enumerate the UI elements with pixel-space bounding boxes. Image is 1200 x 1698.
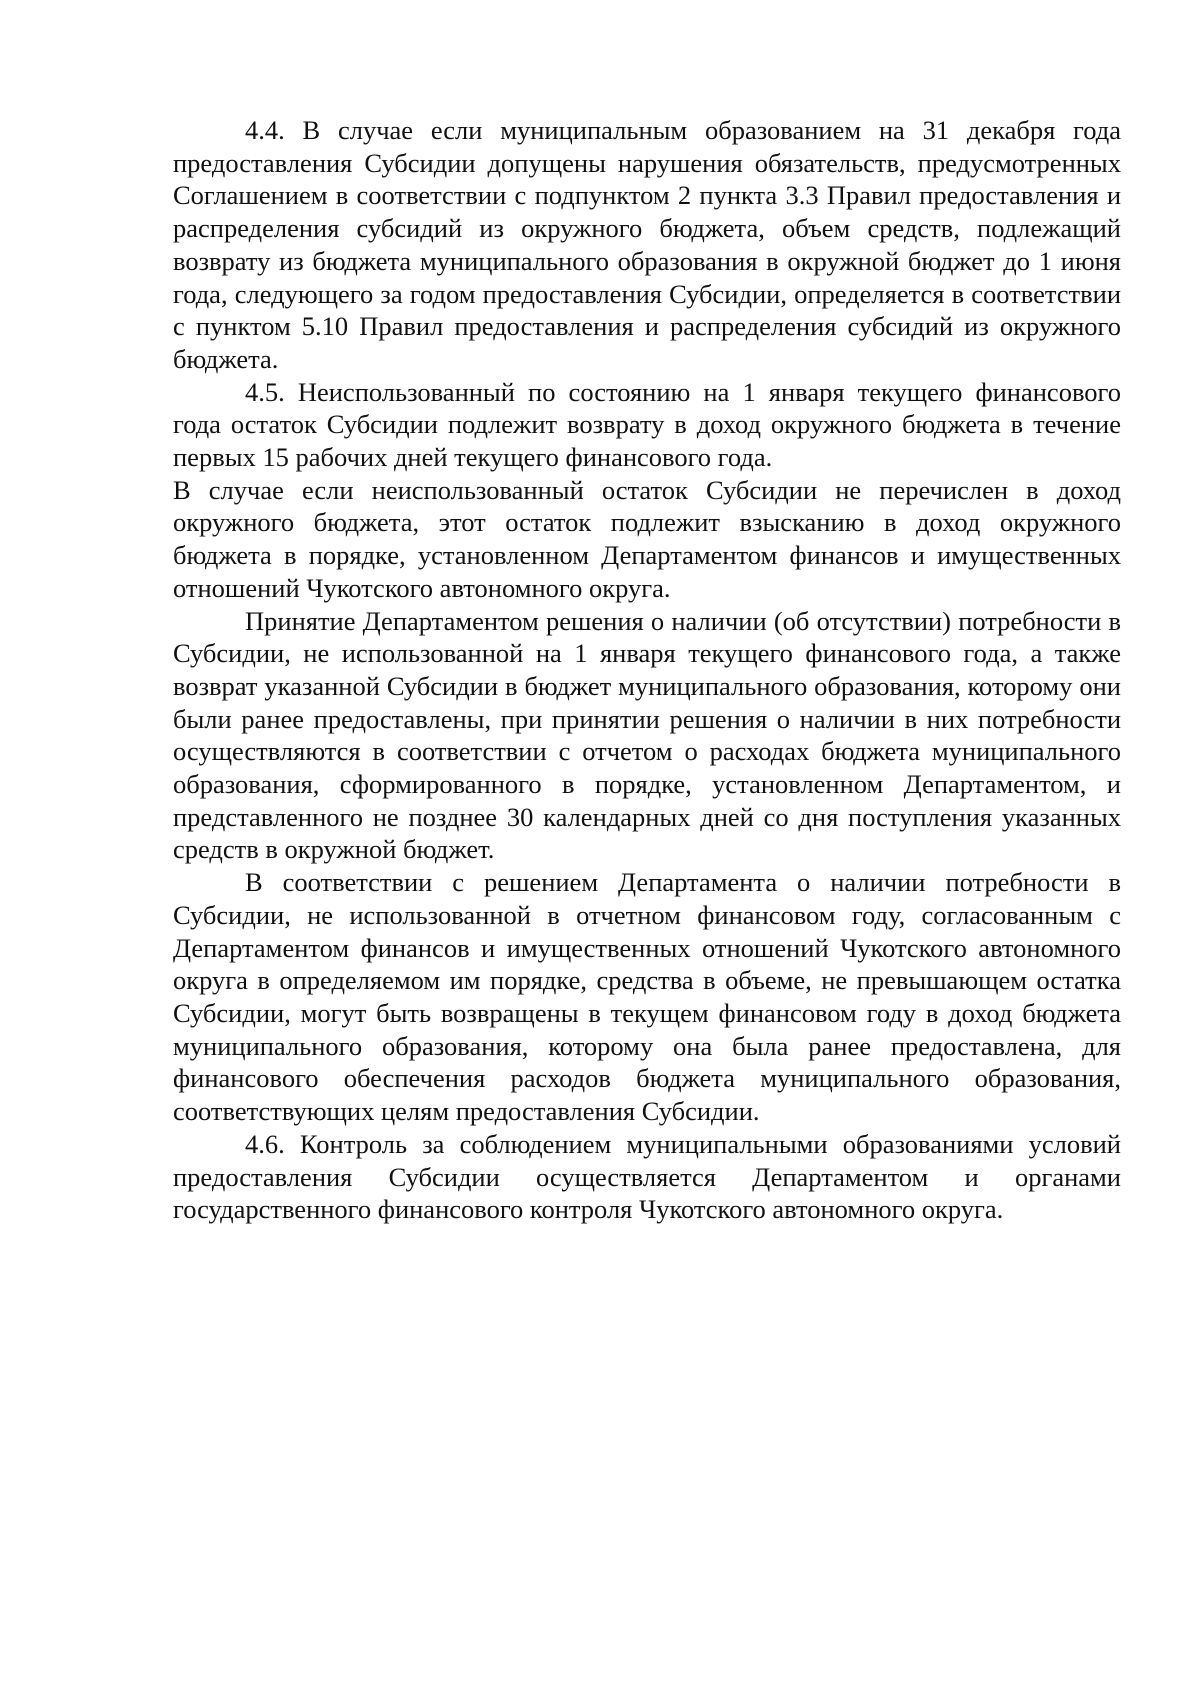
- document-page: [173, 114, 1121, 1226]
- paragraph-4-5: 4.5. Неиспользованный по состоянию на 1 января текущего финансового года остаток Субсидии подлежит возврату в доход окружного бюджета в течение первых 15 рабочих дней текущего финансового года.: [173, 376, 1121, 473]
- paragraph-4-4: 4.4. В случае если муниципальным образованием на 31 декабря года предоставления Субсидии допущены нарушения обязательств, предусмотренных Соглашением в соответствии с подпунктом 2 пункта 3.3 Правил предоставления и распределения субсидий из окружного бюджета, объем средств, подлежащий возврату из бюджета муниципального образования в окружной бюджет до 1 июня года, следующего за годом предоставления Субсидии, определяется в соответствии с пунктом 5.10 Правил предоставления и распределения субсидий из окружного бюджета.: [173, 115, 1121, 374]
- paragraph-4-5-recovery: В случае если неиспользованный остаток Субсидии не перечислен в доход окружного бюджета, этот остаток подлежит взысканию в доход окружного бюджета в порядке, установленном Департаментом финансов и имущественных отношений Чукотского автономного округа.: [173, 474, 1121, 603]
- paragraph-return-of-funds: В соответствии с решением Департамента о наличии потребности в Субсидии, не использованной в отчетном финансовом году, согласованным с Департаментом финансов и имущественных отношений Чукотского автономного округа в определяемом им порядке, средства в объеме, не превышающем остатка Субсидии, могут быть возвращены в текущем финансовом году в доход бюджета муниципального образования, которому она была ранее предоставлена, для финансового обеспечения расходов бюджета муниципального образования, соответствующих целям предоставления Субсидии.: [173, 867, 1121, 1127]
- paragraph-4-6: 4.6. Контроль за соблюдением муниципальными образованиями условий предоставления Субсидии осуществляется Департаментом и органами государственного финансового контроля Чукотского автономного округа.: [173, 1128, 1121, 1225]
- paragraph-department-decision: Принятие Департаментом решения о наличии (об отсутствии) потребности в Субсидии, не использованной на 1 января текущего финансового года, а также возврат указанной Субсидии в бюджет муниципального образования, которому они были ранее предоставлены, при принятии решения о наличии в них потребности осуществляются в соответствии с отчетом о расходах бюджета муниципального образования, сформированного в порядке, установленном Департаментом, и представленного не позднее 30 календарных дней со дня поступления указанных средств в окружной бюджет.: [173, 605, 1121, 865]
